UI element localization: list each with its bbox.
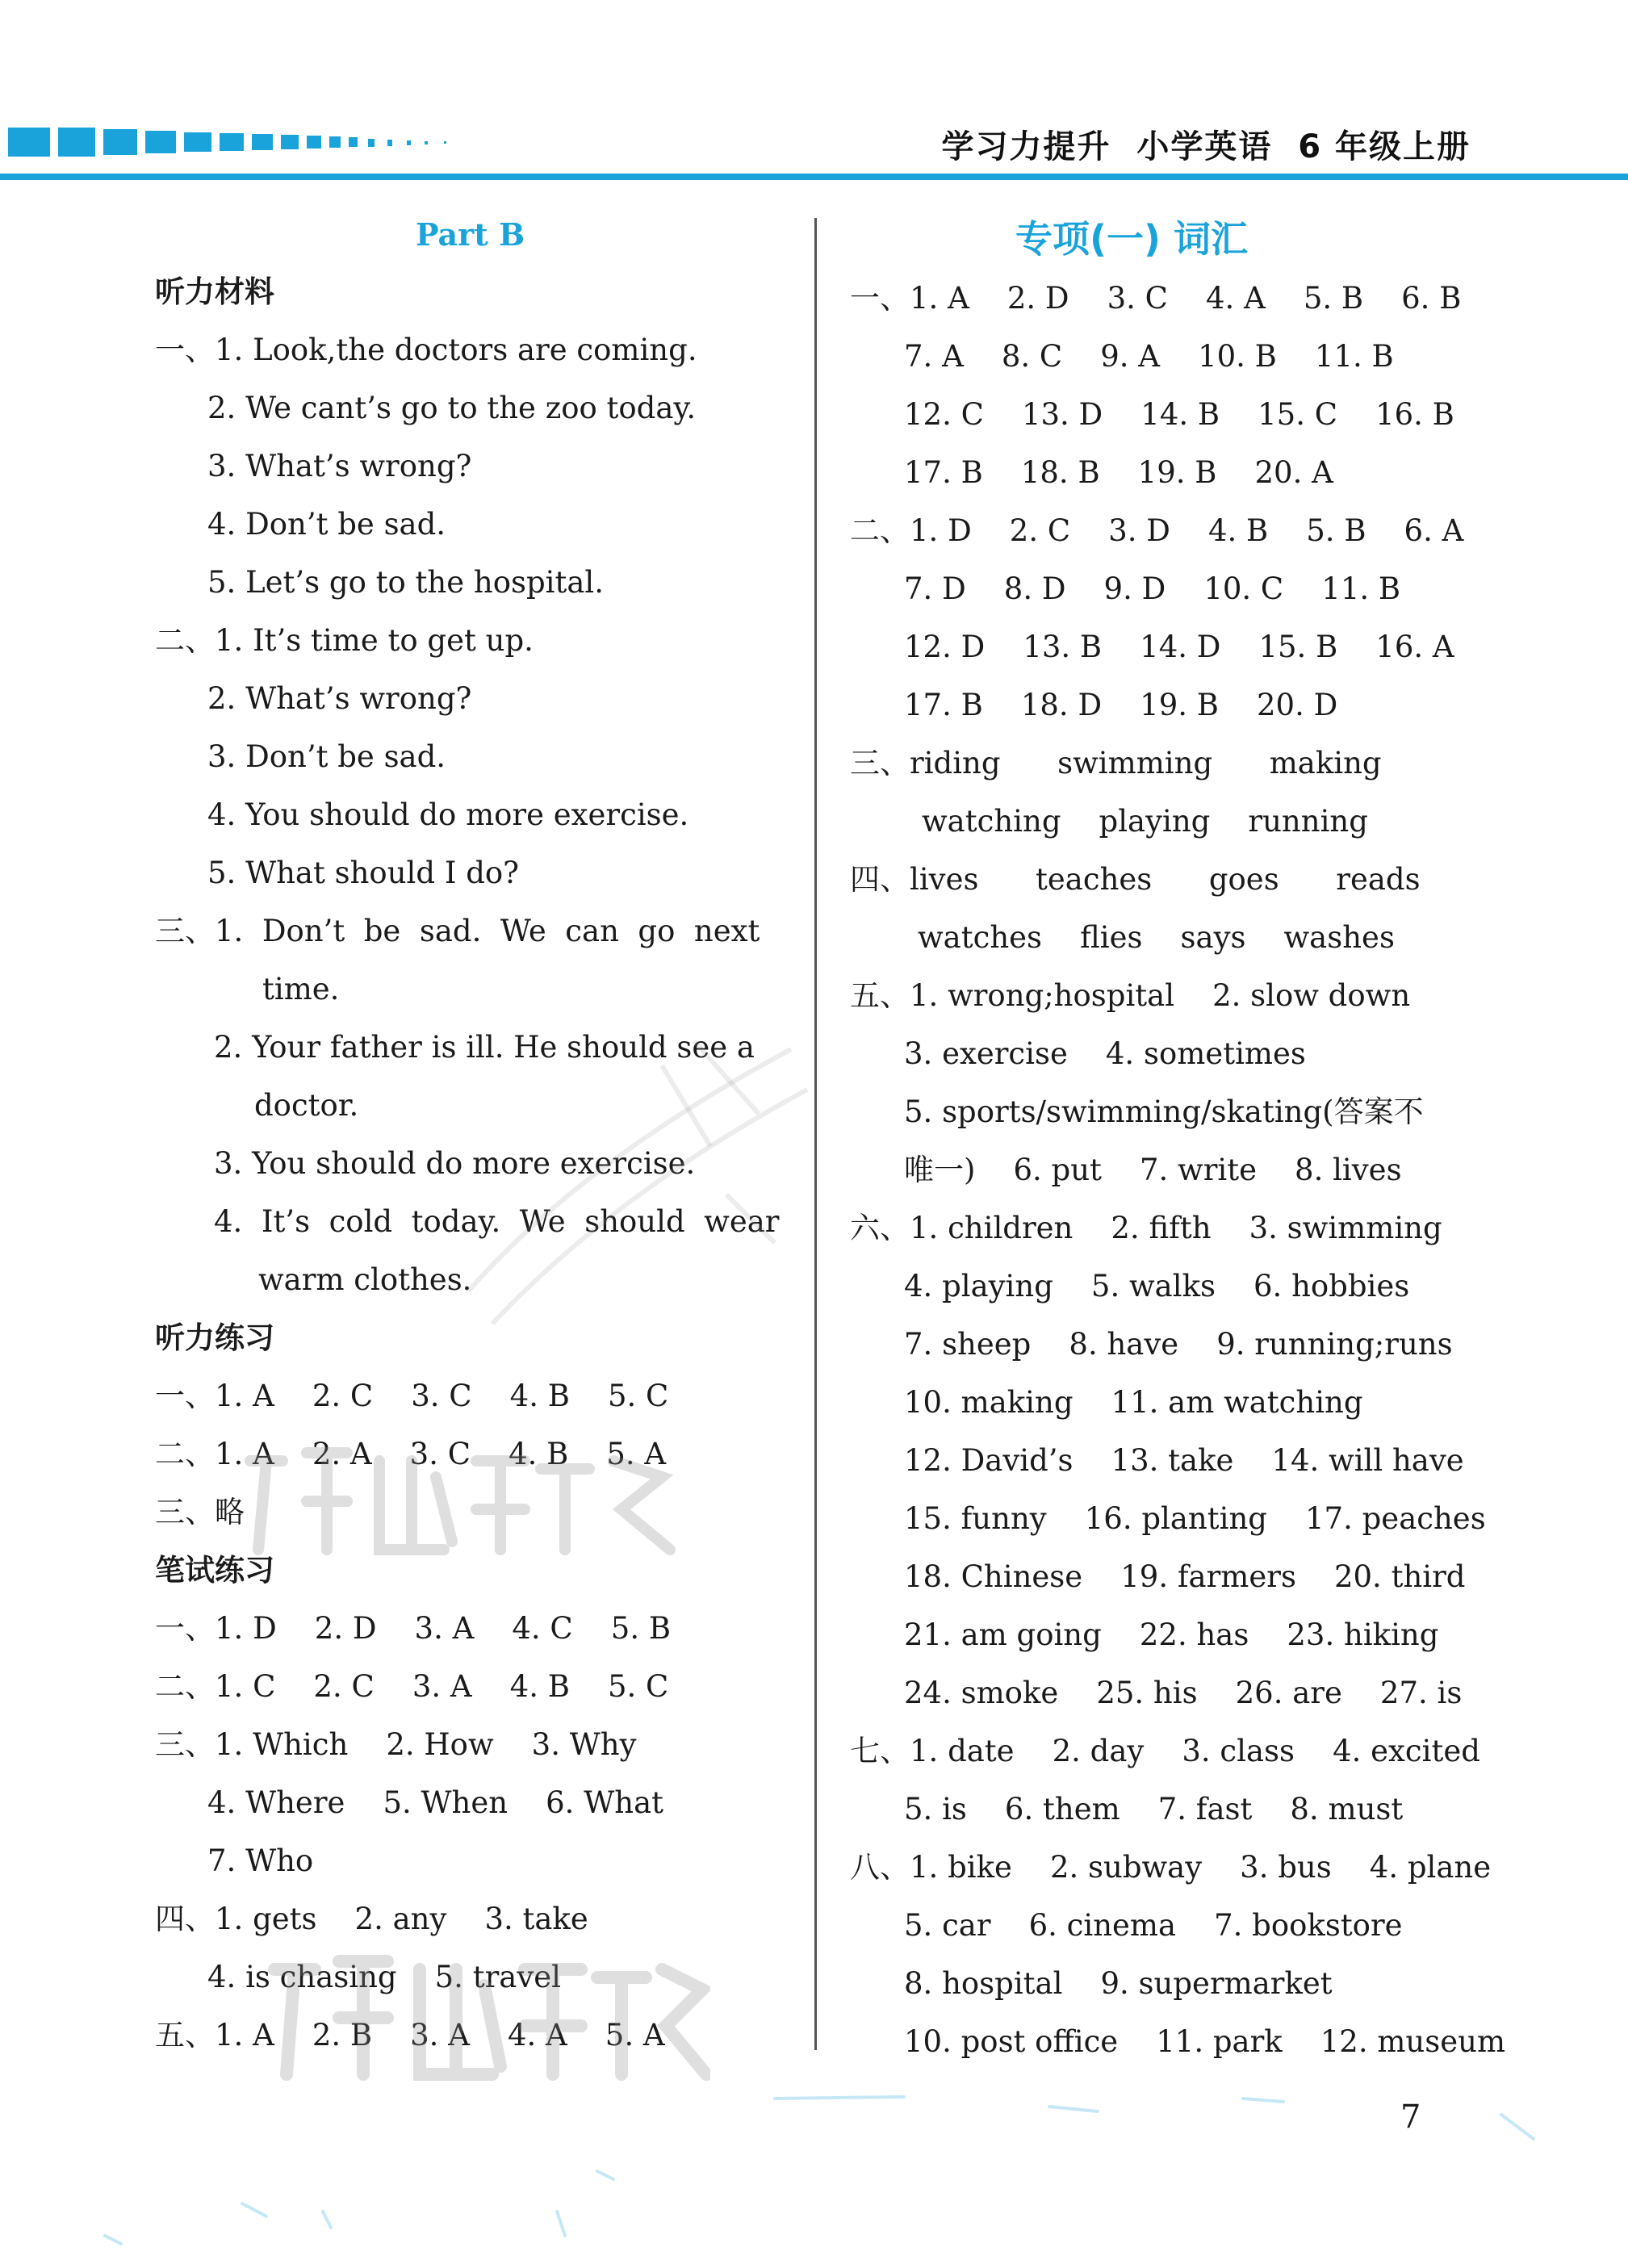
answer-line: 二、1. C 2. C 3. A 4. B 5. C xyxy=(155,1669,669,1704)
answer-line: 5. is 6. them 7. fast 8. must xyxy=(904,1792,1404,1827)
answer-line: 5. What should I do? xyxy=(207,856,519,890)
answer-line: 八、1. bike 2. subway 3. bus 4. plane xyxy=(850,1850,1492,1885)
answer-line: 12. C 13. D 14. B 15. C 16. B xyxy=(904,397,1454,432)
answer-line: 18. Chinese 19. farmers 20. third xyxy=(904,1559,1466,1594)
bottom-decoration xyxy=(0,2074,1628,2268)
answer-line: 4. Don’t be sad. xyxy=(207,507,446,542)
answer-line: 唯一) 6. put 7. write 8. lives xyxy=(904,1153,1402,1187)
answer-line: 二、1. It’s time to get up. xyxy=(155,623,534,658)
answer-line: 2. We cant’s go to the zoo today. xyxy=(207,391,697,425)
answer-line: 三、riding swimming making xyxy=(850,746,1382,780)
answer-line: 7. D 8. D 9. D 10. C 11. B xyxy=(904,571,1401,606)
answer-line: 七、1. date 2. day 3. class 4. excited xyxy=(850,1734,1480,1768)
answer-line: 一、1. A 2. C 3. C 4. B 5. C xyxy=(155,1379,669,1413)
watermark-stamp xyxy=(420,952,839,1372)
answer-line: 3. You should do more exercise. xyxy=(214,1146,696,1181)
answer-line: 7. sheep 8. have 9. running;runs xyxy=(904,1327,1453,1362)
answer-line: 三、1. Which 2. How 3. Why xyxy=(155,1727,637,1762)
answer-line: 17. B 18. B 19. B 20. A xyxy=(904,455,1333,490)
answer-line: 5. sports/swimming/skating(答案不 xyxy=(904,1094,1424,1129)
part-b-title: Part B xyxy=(416,216,525,253)
answer-line: 一、1. Look,the doctors are coming. xyxy=(155,333,697,367)
answer-line: 5. Let’s go to the hospital. xyxy=(207,565,605,600)
heading-written-practice: 笔试练习 xyxy=(155,1553,274,1588)
answer-line: 三、略 xyxy=(155,1495,245,1529)
answer-line: 3. What’s wrong? xyxy=(207,449,472,483)
answer-line: 二、1. D 2. C 3. D 4. B 5. B 6. A xyxy=(850,513,1464,548)
vocab-section-title: 专项(一) 词汇 xyxy=(1015,217,1249,261)
answer-line: 15. funny 16. planting 17. peaches xyxy=(904,1501,1486,1536)
answer-line: 三、1. Don’t be sad. We can go next xyxy=(155,914,760,948)
answer-line: 4. playing 5. walks 6. hobbies xyxy=(904,1269,1410,1303)
answer-line: 四、lives teaches goes reads xyxy=(850,862,1421,897)
answer-line: watching playing running xyxy=(922,804,1368,839)
answer-line: 2. What’s wrong? xyxy=(207,681,472,716)
answer-line: 17. B 18. D 19. B 20. D xyxy=(904,688,1338,722)
answer-line: 六、1. children 2. fifth 3. swimming xyxy=(850,1211,1442,1245)
answer-line: 2. Your father is ill. He should see a xyxy=(214,1030,755,1065)
answer-line: 4. is chasing 5. travel xyxy=(207,1960,561,1994)
answer-line: 4. Where 5. When 6. What xyxy=(207,1785,663,1820)
book-title: 学习力提升 小学英语 6 年级上册 xyxy=(941,128,1471,165)
answer-line: 一、1. A 2. D 3. C 4. A 5. B 6. B xyxy=(850,281,1462,316)
heading-listening-material: 听力材料 xyxy=(155,274,274,309)
answer-line: 一、1. D 2. D 3. A 4. C 5. B xyxy=(155,1611,672,1646)
answer-line: 8. hospital 9. supermarket xyxy=(904,1966,1333,2001)
answer-line: 二、1. A 2. A 3. C 4. B 5. A xyxy=(155,1437,667,1471)
answer-line: warm clothes. xyxy=(258,1262,472,1297)
answer-line: 四、1. gets 2. any 3. take xyxy=(155,1902,588,1936)
header-rule xyxy=(0,174,1628,180)
answer-line: 4. You should do more exercise. xyxy=(207,797,689,832)
page-header xyxy=(0,0,1628,186)
answer-line: 五、1. A 2. B 3. A 4. A 5. A xyxy=(155,2018,665,2052)
answer-line: 3. exercise 4. sometimes xyxy=(904,1036,1306,1071)
answer-line: 7. Who xyxy=(207,1843,314,1878)
watermark-mark xyxy=(258,1929,710,2090)
answer-line: 3. Don’t be sad. xyxy=(207,739,446,774)
heading-listening-practice: 听力练习 xyxy=(155,1320,274,1355)
answer-line: 10. making 11. am watching xyxy=(904,1385,1363,1420)
answer-line: 5. car 6. cinema 7. bookstore xyxy=(904,1908,1403,1943)
answer-line: 21. am going 22. has 23. hiking xyxy=(904,1617,1439,1652)
answer-line: 7. A 8. C 9. A 10. B 11. B xyxy=(904,339,1394,374)
answer-line: watches flies says washes xyxy=(918,920,1395,955)
answer-line: 24. smoke 25. his 26. are 27. is xyxy=(904,1676,1463,1710)
header-dash-decoration xyxy=(8,128,492,157)
answer-line: 4. It’s cold today. We should wear xyxy=(214,1204,780,1239)
answer-line: 10. post office 11. park 12. museum xyxy=(904,2024,1506,2059)
answer-line: 12. David’s 13. take 14. will have xyxy=(904,1443,1464,1478)
answer-line: time. xyxy=(262,972,340,1006)
answer-line: 12. D 13. B 14. D 15. B 16. A xyxy=(904,630,1454,664)
answer-line: 五、1. wrong;hospital 2. slow down xyxy=(850,978,1411,1013)
answer-line: doctor. xyxy=(254,1088,359,1123)
page-number: 7 xyxy=(1400,2099,1421,2136)
